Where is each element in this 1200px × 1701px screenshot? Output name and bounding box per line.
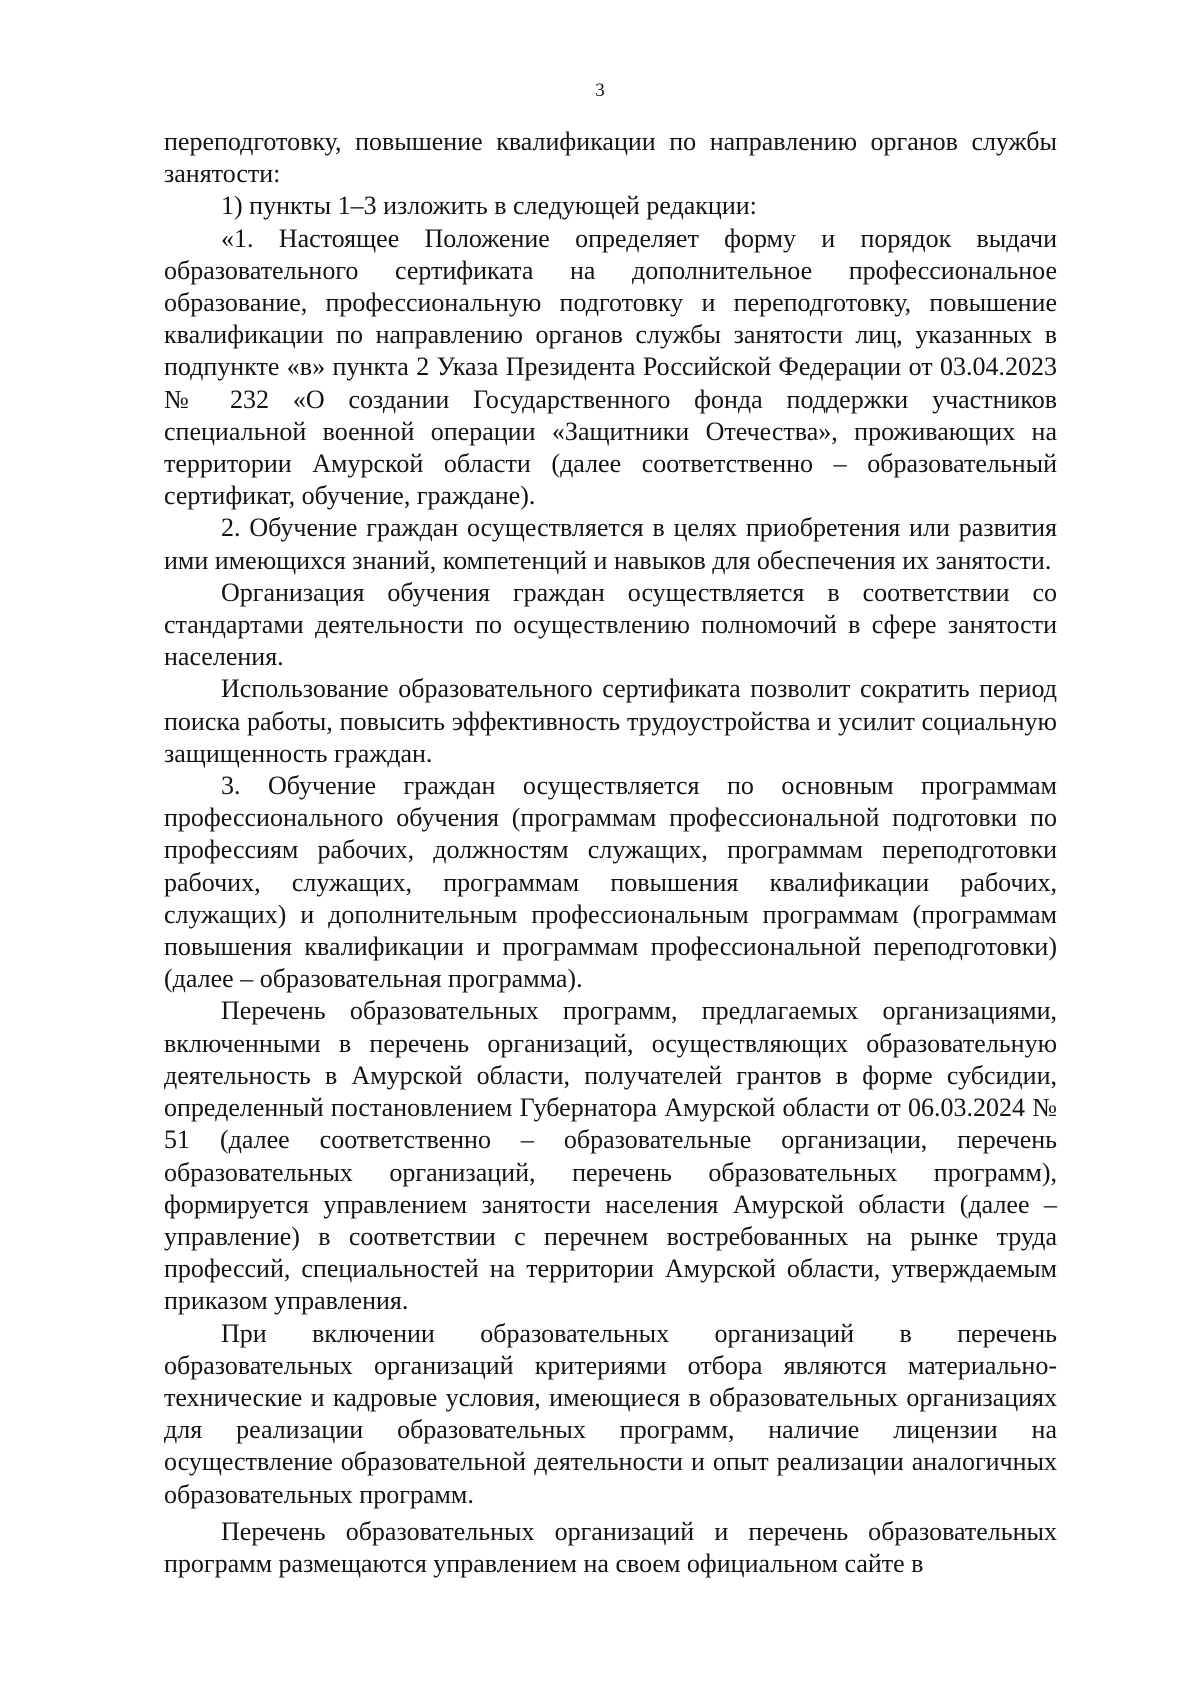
paragraph: «1. Настоящее Положение определяет форму и порядок выдачи образовательного сертификата на дополнительное профессиональное образование, профессиональную подготовку и переподготовку, повышение квалификации по направлению органов службы занятости лиц, указанных в подпункте «в» пункта 2 Указа Президента Российской Федерации от 03.04.2023 № 232 «О создании Государственного фонда поддержки участников специальной военной операции «Защитники Отечества», проживающих на территории Амурской области (далее соответственно – образовательный сертификат, обучение, граждане). bbox=[164, 223, 1057, 511]
document-body bbox=[164, 126, 1057, 1580]
page-number: 3 bbox=[595, 80, 605, 101]
paragraph: Организация обучения граждан осуществляется в соответствии со стандартами деятельности по осуществлению полномочий в сфере занятости населения. bbox=[164, 577, 1057, 672]
paragraph: Использование образовательного сертификата позволит сократить период поиска работы, повысить эффективность трудоустройства и усилит социальную защищенность граждан. bbox=[164, 674, 1057, 768]
paragraph: 2. Обучение граждан осуществляется в целях приобретения или развития ими имеющихся знаний, компетенций и навыков для обеспечения их занятости. bbox=[164, 513, 1057, 575]
paragraph: 3. Обучение граждан осуществляется по основным программам профессионального обучения (программам профессиональной подготовки по профессиям рабочих, должностям служащих, программам переподготовки рабочих, служащих, программам повышения квалификации рабочих, служащих) и дополнительным профессиональным программам (программам повышения квалификации и программам профессиональной переподготовки) (далее – образовательная программа). bbox=[164, 771, 1057, 994]
paragraph: Перечень образовательных программ, предлагаемых организациями, включенными в перечень организаций, осуществляющих образовательную деятельность в Амурской области, получателей грантов в форме субсидии, определенный постановлением Губернатора Амурской области от 06.03.2024 № 51 (далее соответственно – образовательные организации, перечень образовательных организаций, перечень образовательных программ), формируется управлением занятости населения Амурской области (далее – управление) в соответствии с перечнем востребованных на рынке труда профессий, специальностей на территории Амурской области, утверждаемым приказом управления. bbox=[164, 996, 1057, 1316]
paragraph: переподготовку, повышение квалификации по направлению органов службы занятости: bbox=[164, 127, 1057, 189]
paragraph: Перечень образовательных организаций и перечень образовательных программ размещаются управлением на своем официальном сайте в bbox=[164, 1516, 1057, 1578]
paragraph: 1) пункты 1–3 изложить в следующей редакции: bbox=[221, 191, 757, 221]
paragraph: При включении образовательных организаций в перечень образовательных организаций критериями отбора являются материально-технические и кадровые условия, имеющиеся в образовательных организациях для реализации образовательных программ, наличие лицензии на осуществление образовательной деятельности и опыт реализации аналогичных образовательных программ. bbox=[164, 1318, 1057, 1509]
